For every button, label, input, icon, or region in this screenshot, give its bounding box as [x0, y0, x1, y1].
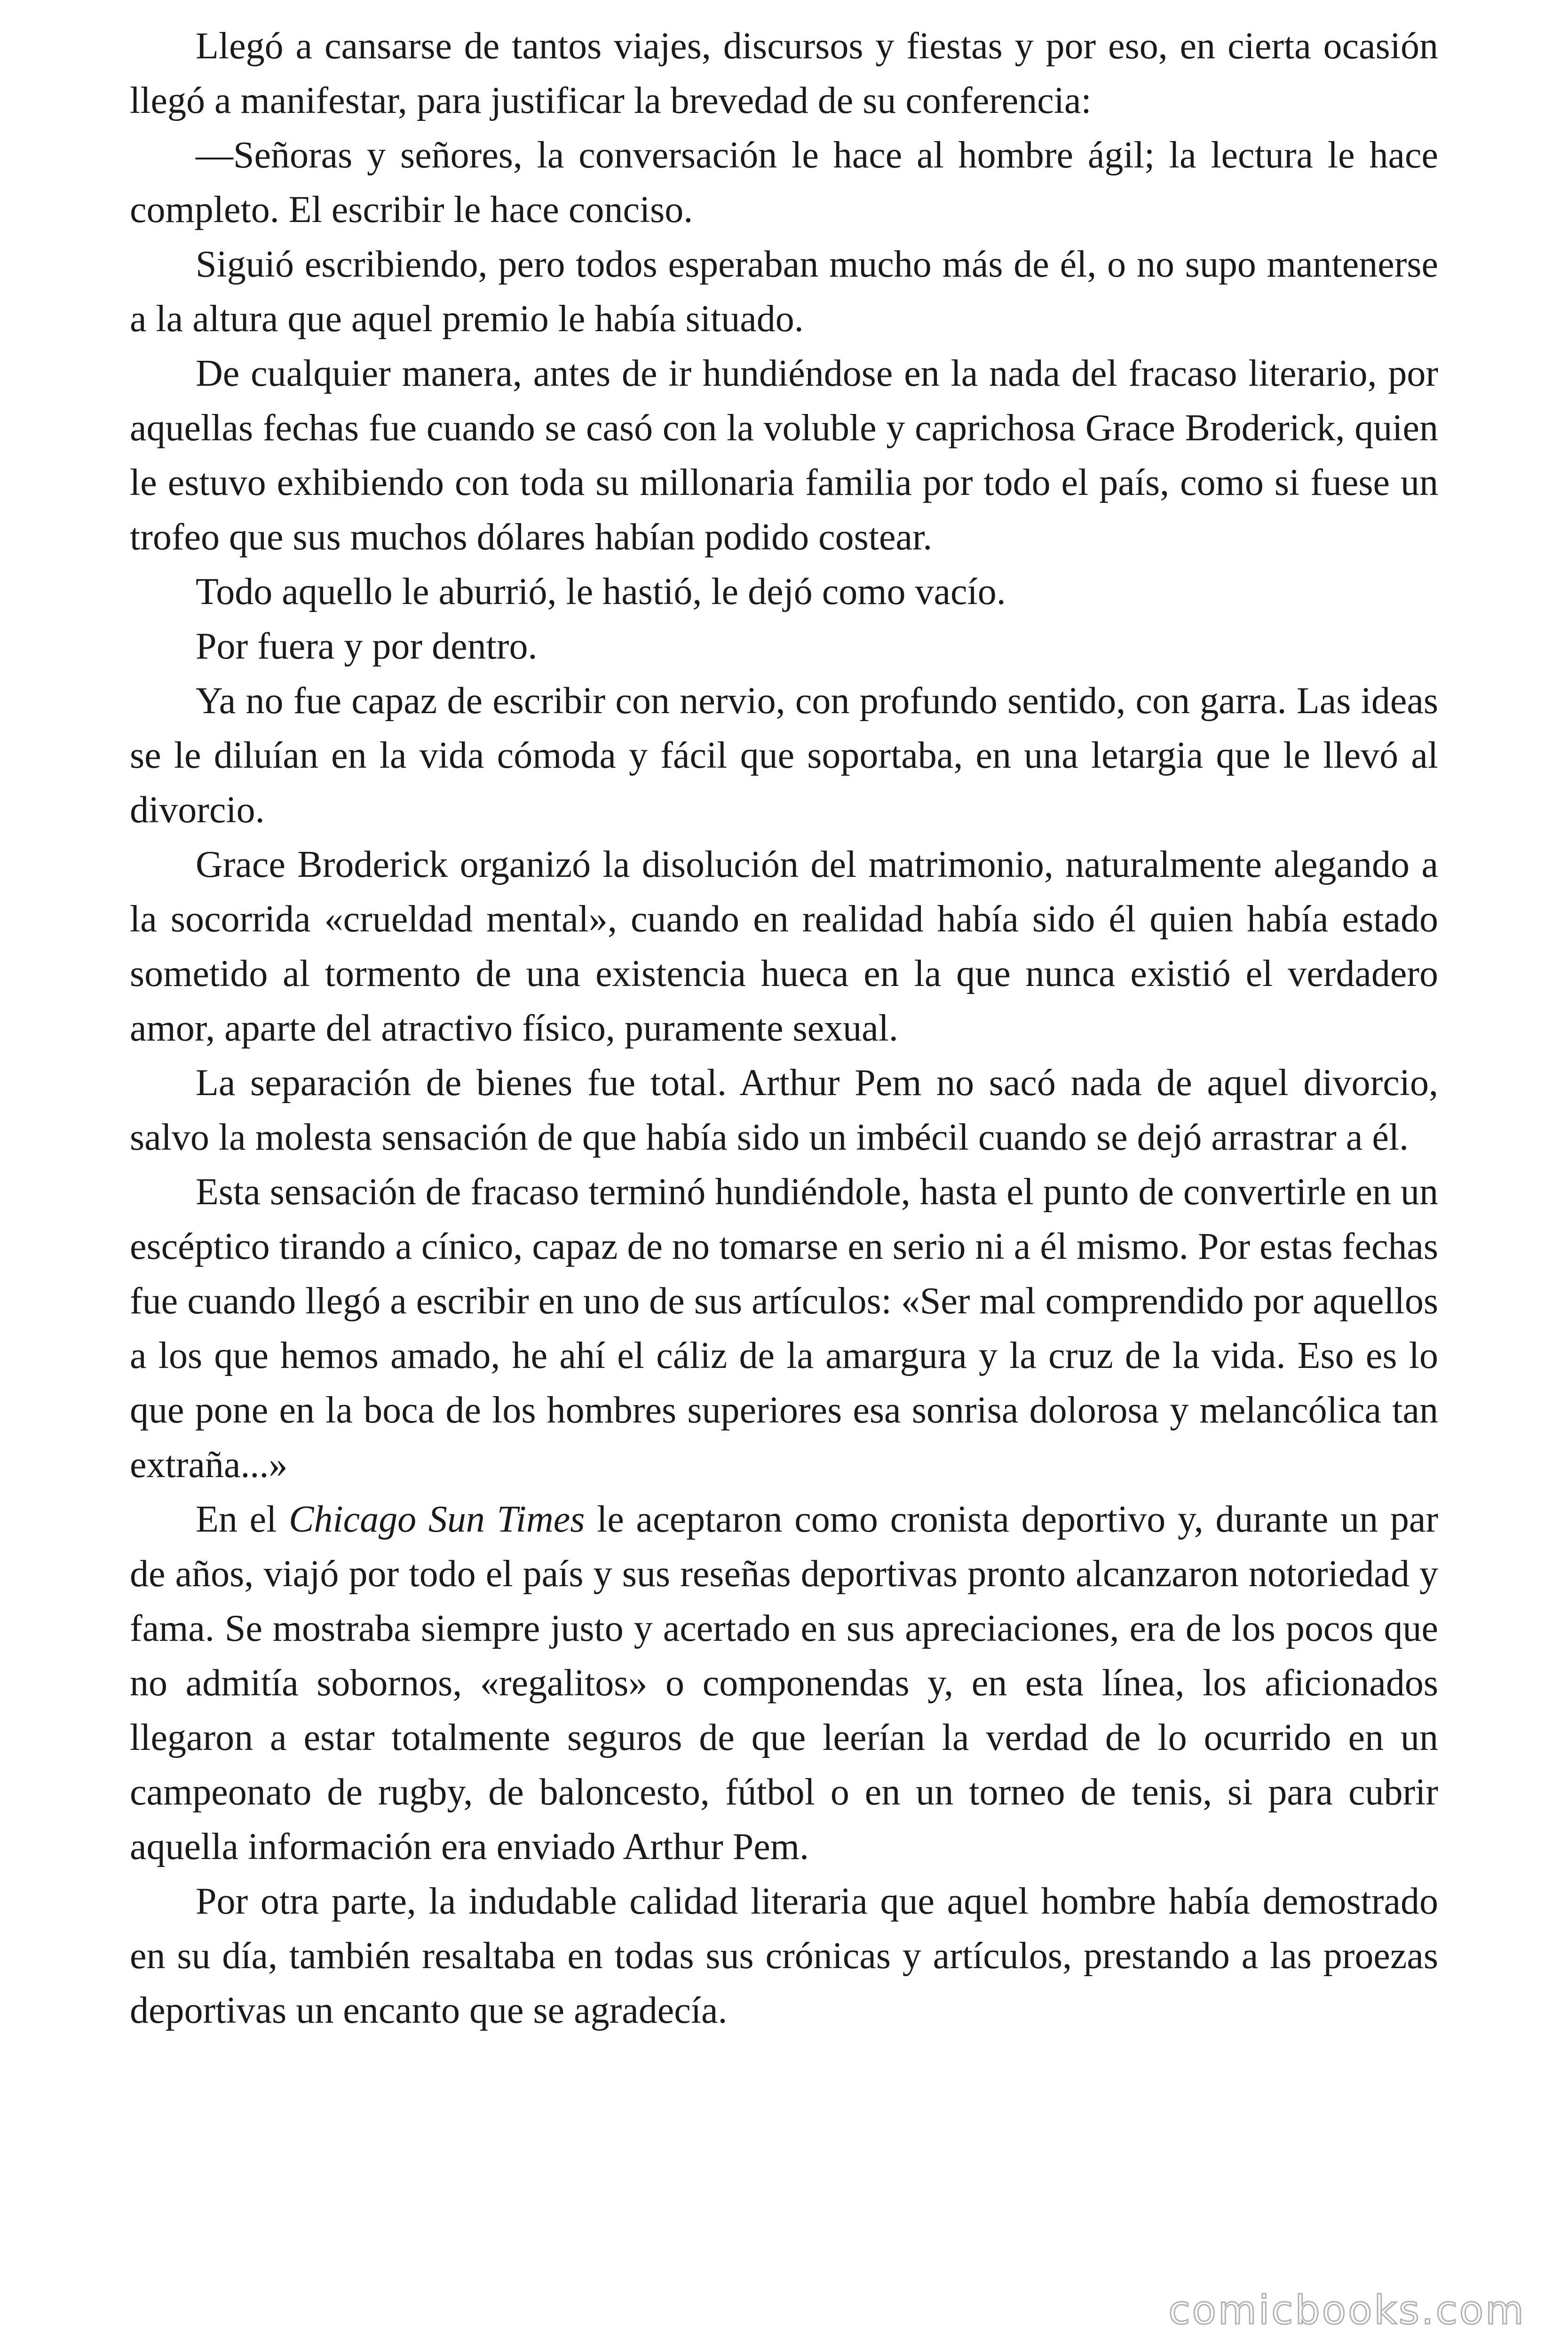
- watermark: comicbooks.com: [1168, 2287, 1526, 2333]
- book-page-text: [130, 19, 1438, 2038]
- paragraph: La separación de bienes fue total. Arthur Pem no sacó nada de aquel divorcio, salvo la molesta sensación de que había sido un imbécil cuando se dejó arrastrar a él.: [130, 1062, 1438, 1158]
- paragraph: Ya no fue capaz de escribir con nervio, con profundo sentido, con garra. Las ideas se le diluían en la vida cómoda y fácil que soportaba, en una letargia que le llevó al divorcio.: [130, 680, 1438, 831]
- paragraph: Por fuera y por dentro.: [196, 626, 538, 667]
- paragraph: Esta sensación de fracaso terminó hundiéndole, hasta el punto de convertirle en un escéptico tirando a cínico, capaz de no tomarse en serio ni a él mismo. Por estas fechas fue cuando llegó a escribir en uno de sus artículos: «Ser mal comprendido por aquellos a los que hemos amado, he ahí el cáliz de la amargura y la cruz de la vida. Eso es lo que pone en la boca de los hombres superiores esa sonrisa dolorosa y melancólica tan extraña...»: [130, 1171, 1438, 1486]
- paragraph-text-start: En el: [196, 1499, 289, 1540]
- paragraph: De cualquier manera, antes de ir hundiéndose en la nada del fracaso literario, por aquellas fechas fue cuando se casó con la voluble y caprichosa Grace Broderick, quien le estuvo exhibiendo con toda su millonaria familia por todo el país, como si fuese un trofeo que sus muchos dólares habían podido costear.: [130, 353, 1438, 558]
- paragraph: Todo aquello le aburrió, le hastió, le dejó como vacío.: [196, 571, 1006, 612]
- paragraph: Grace Broderick organizó la disolución del matrimonio, naturalmente alegando a la socorrida «crueldad mental», cuando en realidad había sido él quien había estado sometido al tormento de una existencia hueca en la que nunca existió el verdadero amor, aparte del atractivo físico, puramente sexual.: [130, 844, 1438, 1049]
- paragraph: Llegó a cansarse de tantos viajes, discursos y fiestas y por eso, en cierta ocasión llegó a manifestar, para justificar la brevedad de su conferencia:: [130, 25, 1438, 121]
- paragraph: [130, 1492, 1438, 1874]
- paragraph: Siguió escribiendo, pero todos esperaban mucho más de él, o no supo mantenerse a la altura que aquel premio le había situado.: [130, 244, 1438, 340]
- paragraph-text-end: le aceptaron como cronista deportivo y, durante un par de años, viajó por todo el país y sus reseñas deportivas pronto alcanzaron notoriedad y fama. Se mostraba siempre justo y acertado en sus apreciaciones, era de los pocos que no admitía sobornos, «regalitos» o componendas y, en esta línea, los aficionados llegaron a estar totalmente seguros de que leerían la verdad de lo ocurrido en un campeonato de rugby, de baloncesto, fútbol o en un torneo de tenis, si para cubrir aquella información era enviado Arthur Pem.: [130, 1499, 1439, 1867]
- paragraph: —Señoras y señores, la conversación le hace al hombre ágil; la lectura le hace completo. El escribir le hace conciso.: [130, 135, 1438, 230]
- paragraph: Por otra parte, la indudable calidad literaria que aquel hombre había demostrado en su día, también resaltaba en todas sus crónicas y artículos, prestando a las proezas deportivas un encanto que se agradecía.: [130, 1881, 1438, 2031]
- newspaper-title: Chicago Sun Times: [289, 1499, 585, 1540]
